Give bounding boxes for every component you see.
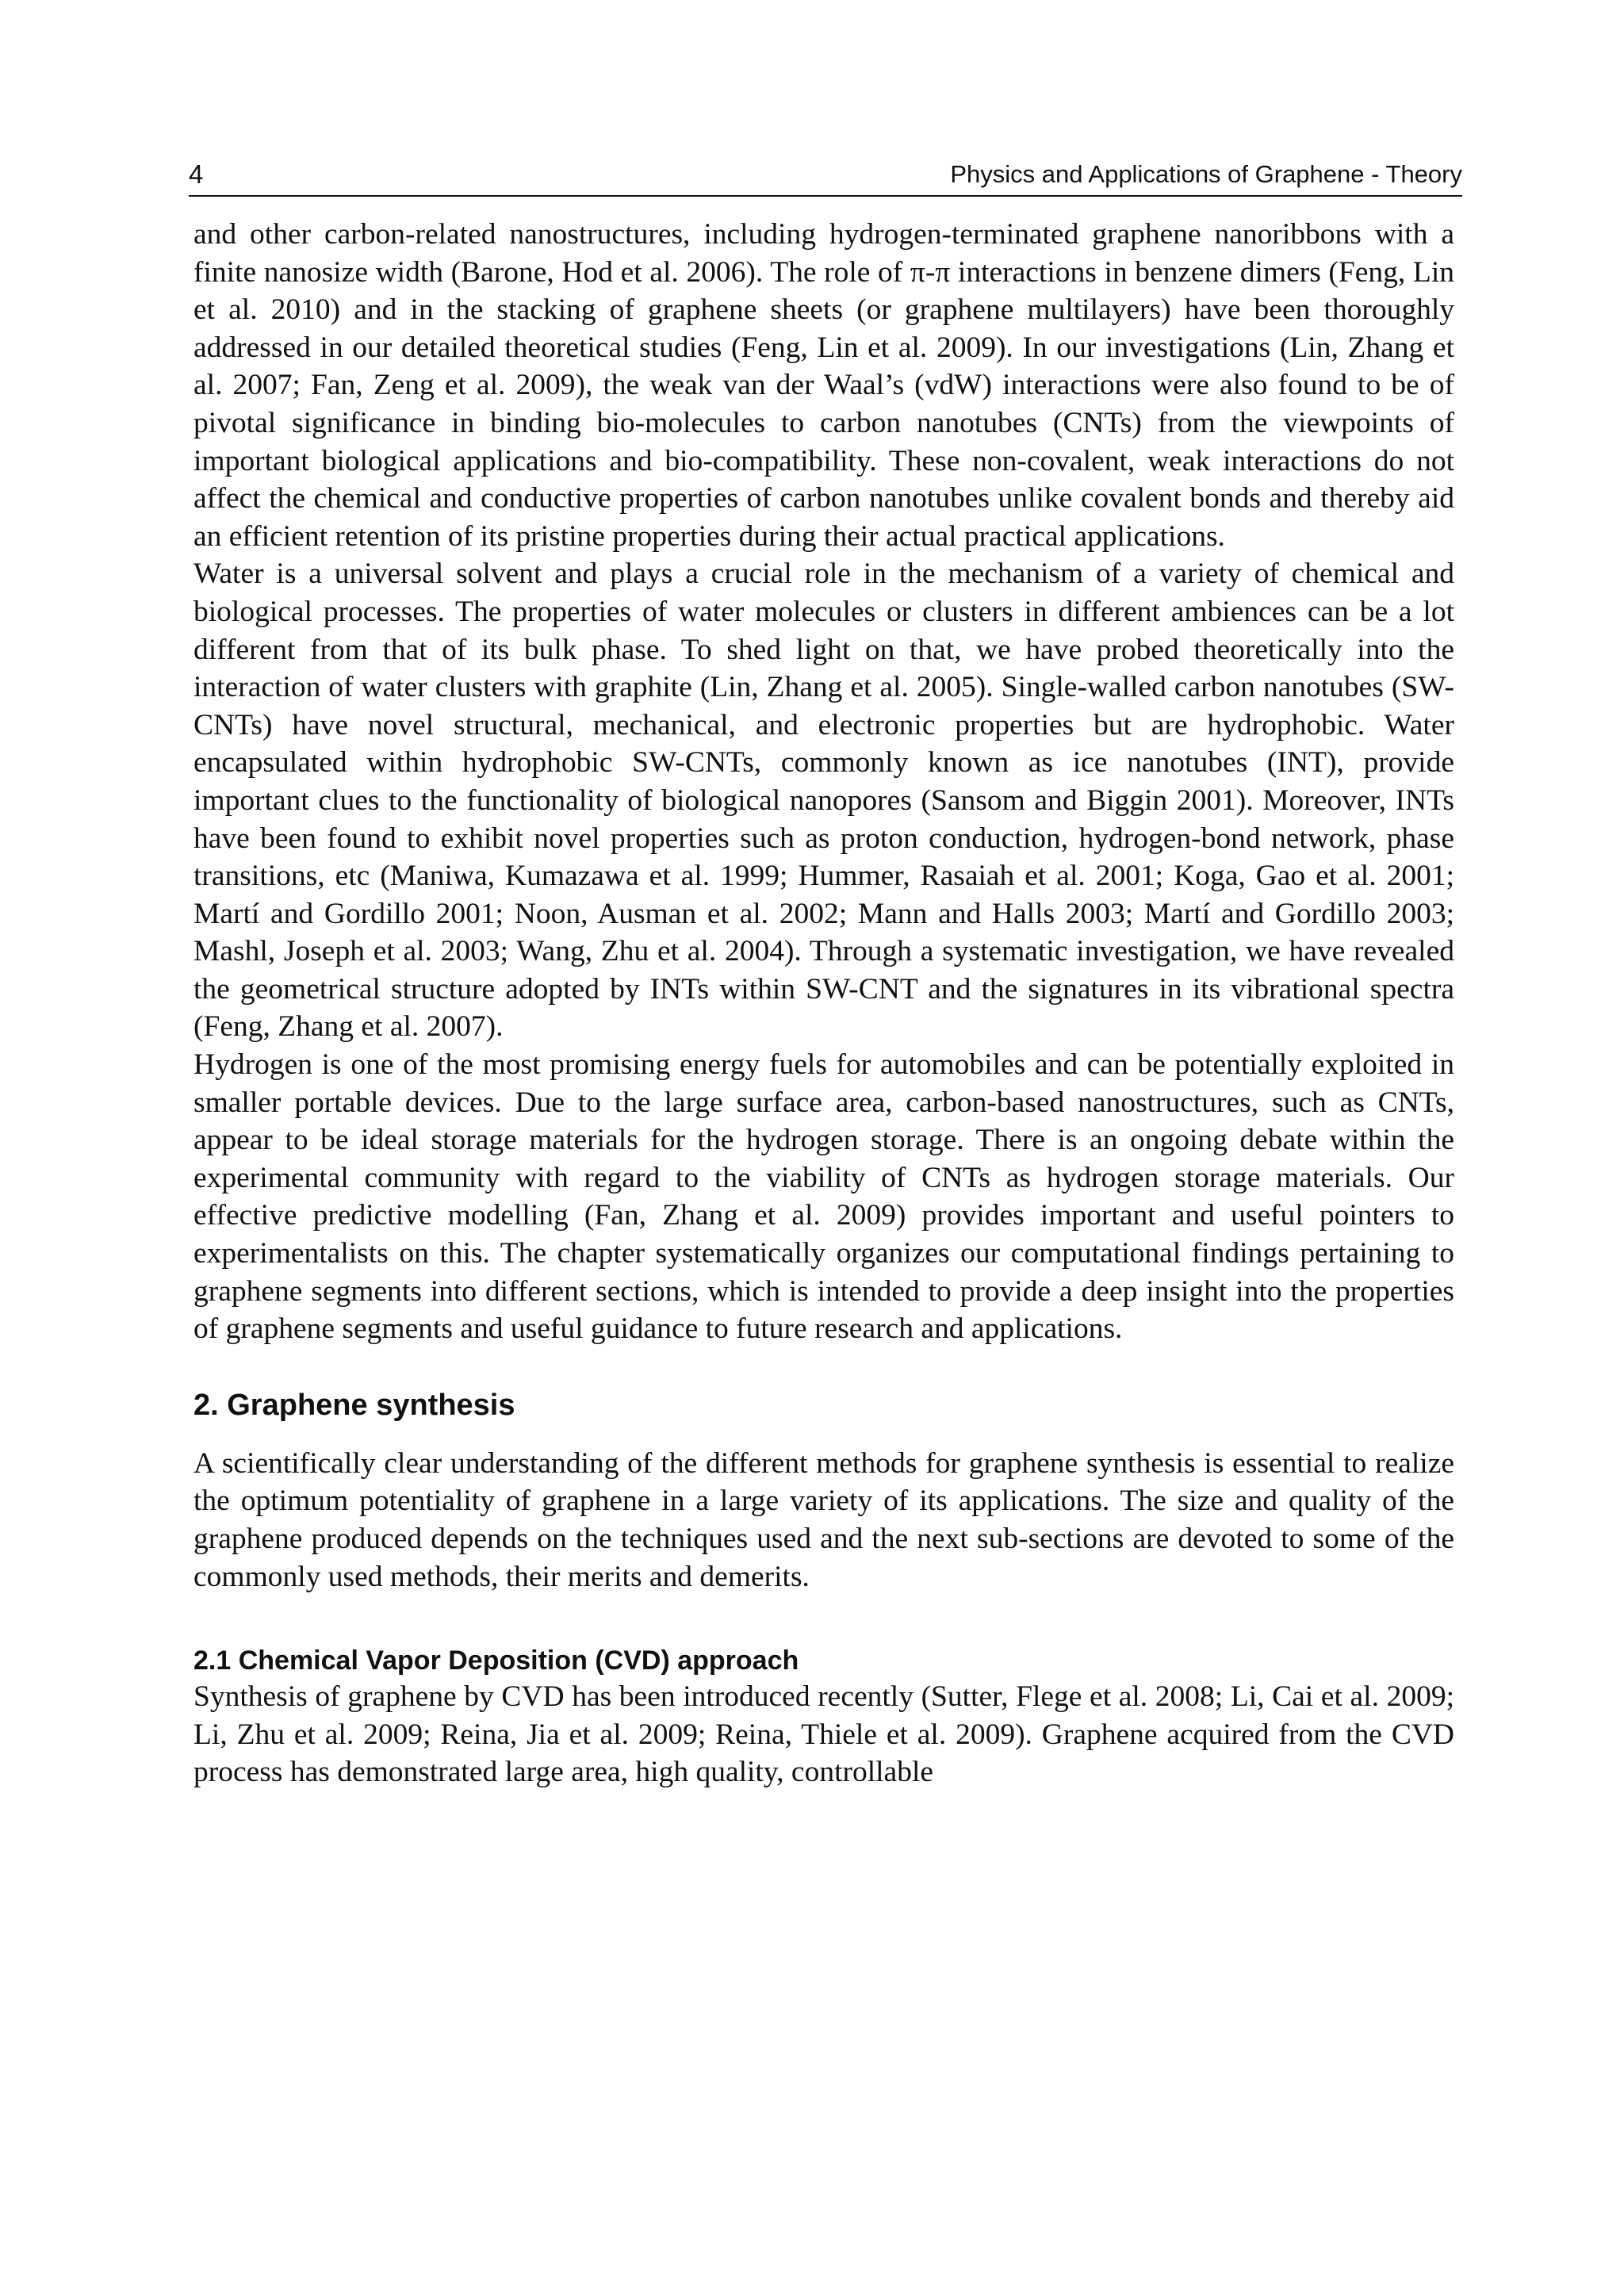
paragraph-carbon-nanostructures: and other carbon-related nanostructures, including hydrogen-terminated graphene nanoribbons with a finite nanosize width (Barone, Hod et al. 2006). The role of π-π interactions in benzene dimers (Feng, Lin et al. 2010) and in the stacking of graphene sheets (or graphene multilayers) have been thoroughly addressed in our detailed theoretical studies (Feng, Lin et al. 2009). In our investigations (Lin, Zhang et al. 2007; Fan, Zeng et al. 2009), the weak van der Waal’s (vdW) interactions were also found to be of pivotal significance in binding bio-molecules to carbon nanotubes (CNTs) from the viewpoints of important biological applications and bio-compatibility. These non-covalent, weak interactions do not affect the chemical and conductive properties of carbon nanotubes unlike covalent bonds and thereby aid an efficient retention of its pristine properties during their actual practical applications. [193,218,1454,553]
paragraph-hydrogen: Hydrogen is one of the most promising energy fuels for automobiles and can be potentially exploited in smaller portable devices. Due to the large surface area, carbon-based nanostructures, such as CNTs, appear to be ideal storage materials for the hydrogen storage. There is an ongoing debate within the experimental community with regard to the viability of CNTs as hydrogen storage materials. Our effective predictive modelling (Fan, Zhang et al. 2009) provides important and useful pointers to experimentalists on this. The chapter systematically organizes our computational findings pertaining to graphene segments into different sections, which is intended to provide a deep insight into the properties of graphene segments and useful guidance to future research and applications. [193,1048,1454,1346]
page-number: 4 [189,159,204,189]
running-header [189,159,1462,197]
subsection-heading-cvd: 2.1 Chemical Vapor Deposition (CVD) approach [193,1645,799,1676]
paragraph-graphene-synthesis: A scientifically clear understanding of the different methods for graphene synthesis is essential to realize the optimum potentiality of graphene in a large variety of its applications. The size and quality of the graphene produced depends on the techniques used and the next sub-sections are devoted to some of the commonly used methods, their merits and demerits. [193,1446,1454,1593]
section-heading-graphene-synthesis: 2. Graphene synthesis [193,1388,515,1422]
paragraph-cvd: Synthesis of graphene by CVD has been introduced recently (Sutter, Flege et al. 2008; Li, Cai et al. 2009; Li, Zhu et al. 2009; Reina, Jia et al. 2009; Reina, Thiele et al. 2009). Graphene acquired from the CVD process has demonstrated large area, high quality, controllable [193,1680,1454,1789]
paragraph-water: Water is a universal solvent and plays a crucial role in the mechanism of a variety of chemical and biological processes. The properties of water molecules or clusters in different ambiences can be a lot different from that of its bulk phase. To shed light on that, we have probed theoretically into the interaction of water clusters with graphite (Lin, Zhang et al. 2005). Single-walled carbon nanotubes (SW-CNTs) have novel structural, mechanical, and electronic properties but are hydrophobic. Water encapsulated within hydrophobic SW-CNTs, commonly known as ice nanotubes (INT), provide important clues to the functionality of biological nanopores (Sansom and Biggin 2001). Moreover, INTs have been found to exhibit novel properties such as proton conduction, hydrogen-bond network, phase transitions, etc (Maniwa, Kumazawa et al. 1999; Hummer, Rasaiah et al. 2001; Koga, Gao et al. 2001; Martí and Gordillo 2001; Noon, Ausman et al. 2002; Mann and Halls 2003; Martí and Gordillo 2003; Mashl, Joseph et al. 2003; Wang, Zhu et al. 2004). Through a systematic investigation, we have revealed the geometrical structure adopted by INTs within SW-CNT and the signatures in its vibrational spectra (Feng, Zhang et al. 2007). [193,557,1454,1044]
page [189,159,1462,1791]
running-title: Physics and Applications of Graphene - Theory [950,160,1462,188]
